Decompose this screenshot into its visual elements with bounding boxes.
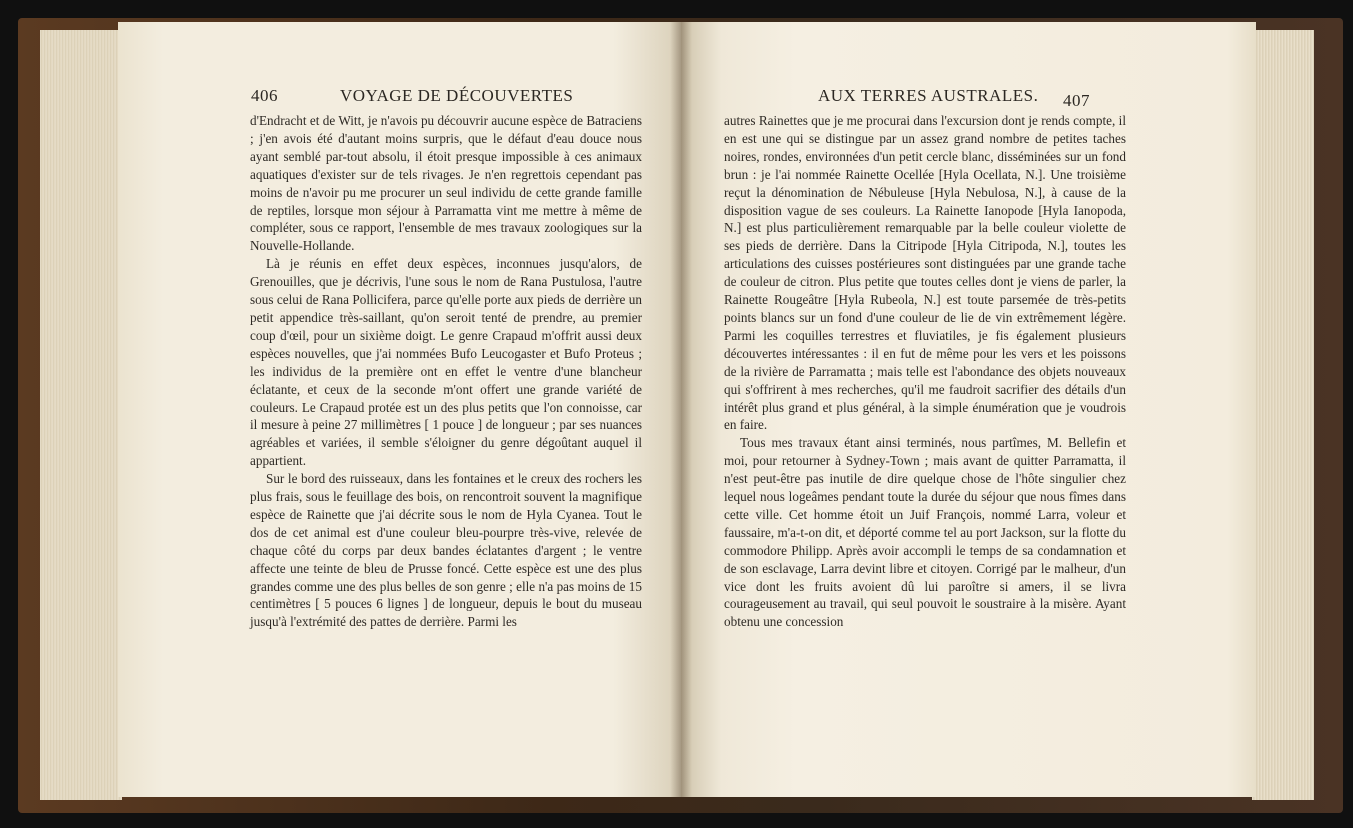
left-page-number: 406: [251, 86, 278, 105]
left-paragraph-2: Là je réunis en effet deux espèces, inconnues jusqu'alors, de Grenouilles, que je décrivis, l'une sous le nom de Rana Pustulosa, l'autre sous celui de Rana Pollicifera, parce qu'elle porte aux pieds de derrière un petit appendice très-saillant, qu'on seroit tenté de prendre, au premier coup d'œil, pour un sixième doigt. Le genre Crapaud m'offrit aussi deux espèces nouvelles, que j'ai nommées Bufo Leucogaster et Bufo Proteus ; les individus de la première ont en effet le ventre d'une blancheur éclatante, et ceux de la seconde m'ont offert une grande variété de couleurs. Le Crapaud protée est un des plus petits que l'on connoisse, car il mesure à peine 27 millimètres [ 1 pouce ] de longueur ; par ses nuances agréables et variées, il semble s'éloigner du genre dégoûtant auquel il appartient.: [250, 256, 642, 469]
book-gutter: [670, 22, 692, 797]
right-page-number: 407: [1063, 91, 1090, 110]
page-edges-right: [1252, 30, 1314, 800]
left-paragraph-3: Sur le bord des ruisseaux, dans les fontaines et le creux des rochers les plus frais, sous le feuillage des bois, on rencontroit souvent la magnifique espèce de Rainette que j'ai décrite sous le nom de Hyla Cyanea. Tout le dos de cet animal est d'une couleur bleu-pourpre très-vive, relevée de chaque côté du corps par deux bandes éclatantes d'argent ; le ventre affecte une teinte de bleu de Prusse foncé. Cette espèce est une des plus grandes comme une des plus belles de son genre ; elle n'a pas moins de 15 centimètres [ 5 pouces 6 lignes ] de longueur, depuis le bout du museau jusqu'à l'extrémité des pattes de derrière. Parmi les: [250, 471, 642, 630]
right-paragraph-1: autres Rainettes que je me procurai dans l'excursion dont je rends compte, il en est une qui se distingue par un assez grand nombre de petites taches noires, rondes, environnées d'un petit cercle blanc, disséminées sur un fond brun : je l'ai nommée Rainette Ocellée [Hyla Ocellata, N.]. Une troisième reçut la dénomination de Nébuleuse [Hyla Nebulosa, N.], à cause de la disposition vague de ses couleurs. La Rainette Ianopode [Hyla Ianopoda, N.] est plus particulièrement remarquable par la belle couleur violette de ses pieds de derrière. Dans la Citripode [Hyla Citripoda, N.], toutes les articulations des cuisses postérieures sont distinguées par une grande tache de couleur de citron. Plus petite que toutes celles dont je viens de parler, la Rainette Rougeâtre [Hyla Rubeola, N.] est toute parsemée de très-petits points blancs sur un fond d'une couleur de lie de vin extrêmement légère. Parmi les coquilles terrestres et fluviatiles, je fis également plusieurs découvertes intéressantes : il en fut de même pour les vers et les poissons de la rivière de Parramatta ; mais telle est l'abondance des objets nouveaux qui s'offrirent à mes recherches, qu'il me faudroit sacrifier des détails d'un intérêt plus grand et plus général, à la simple énumération que je voudrois en faire.: [724, 113, 1126, 433]
right-running-head: AUX TERRES AUSTRALES.: [818, 86, 1039, 105]
right-paragraph-2: Tous mes travaux étant ainsi terminés, nous partîmes, M. Bellefin et moi, pour retourner à Sydney-Town ; mais avant de quitter Parramatta, il n'est peut-être pas inutile de dire quelque chose de l'hôte singulier chez lequel nous logeâmes pendant toute la durée du séjour que nous fîmes dans cette ville. Cet homme étoit un Juif François, nommé Larra, voleur et faussaire, m'a-t-on dit, et déporté comme tel au port Jackson, sur la flotte du commodore Philipp. Après avoir accompli le temps de sa condamnation et de son esclavage, Larra devint libre et citoyen. Corrigé par le malheur, d'un vice dont les fruits avoient dû lui paroître si amers, il se livra courageusement au travail, qui seul pouvoit le soustraire à la misère. Ayant obtenu une concession: [724, 435, 1126, 630]
right-page-text: [724, 112, 1126, 631]
left-running-head: VOYAGE DE DÉCOUVERTES: [340, 86, 574, 105]
left-paragraph-1: d'Endracht et de Witt, je n'avois pu découvrir aucune espèce de Batraciens ; j'en avois été d'autant moins surpris, que le défaut d'eau douce nous ayant semblé par-tout absolu, il étoit presque impossible à ces animaux aquatiques d'exister sur de tels rivages. Je n'en regrettois cependant pas moins de n'avoir pu me procurer un seul individu de cette grande famille de reptiles, lorsque mon séjour à Parramatta vint me mettre à même de compléter, sous ce rapport, l'ensemble de mes travaux zoologiques sur la Nouvelle-Hollande.: [250, 113, 642, 254]
page-edges-left: [40, 30, 122, 800]
left-page-text: [250, 112, 642, 631]
